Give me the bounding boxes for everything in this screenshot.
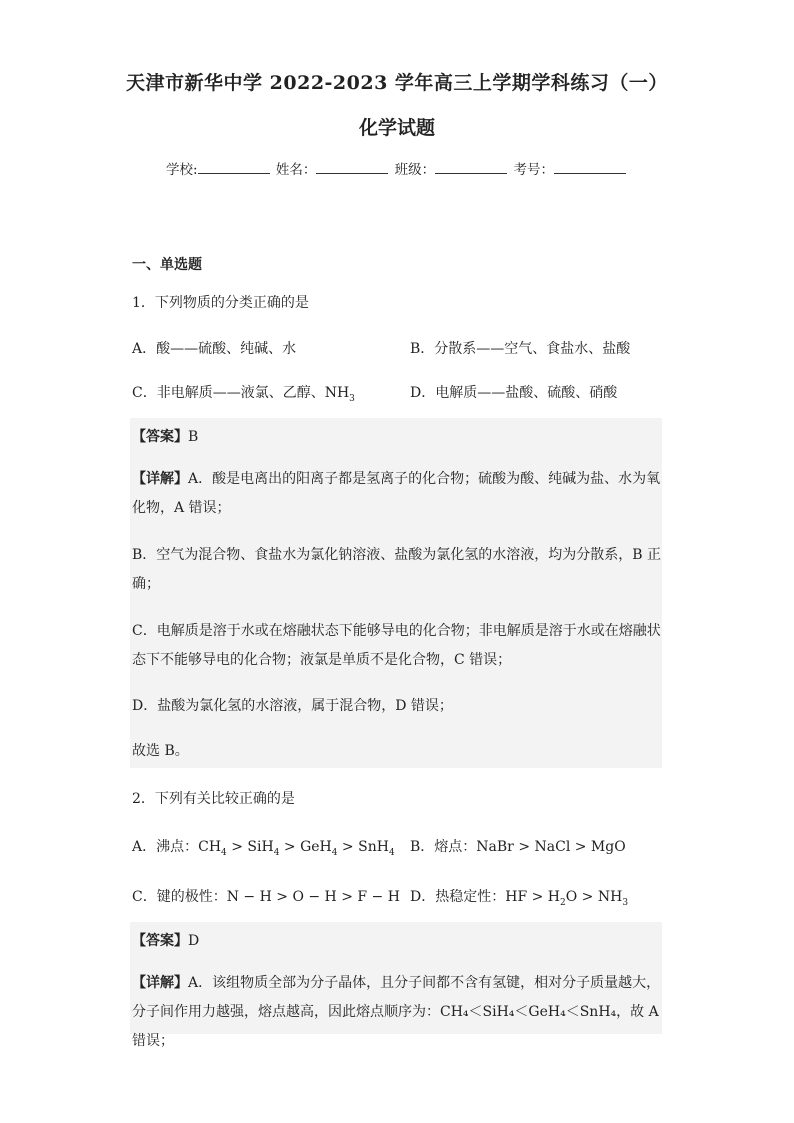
q1-answer: [132, 426, 198, 446]
q1-detail-label: 【详解】: [132, 471, 188, 487]
q2-option-c-formula: N − H > O − H > F − H: [226, 889, 400, 905]
page-title: 天津市新华中学 2022-2023 学年高三上学期学科练习（一）: [126, 72, 668, 94]
exam-number-label: 考号：: [513, 162, 554, 178]
page-subtitle: 化学试题: [358, 117, 435, 139]
exam-number-blank: [554, 159, 626, 174]
q1-detail-a-text: A．酸是电离出的阳离子都是氢离子的化合物；硫酸为酸、纯碱为盐、水为氧化物，A 错误；: [132, 471, 661, 516]
q2-option-d: D．热稳定性：HF > $H_2O > NH_3$: [410, 889, 629, 908]
q2-option-b: [410, 836, 626, 856]
q1-detail-c: C．电解质是溶于水或在熔融状态下能够导电的化合物；非电解质是溶于水或在熔融状态下不能够导电的化合物；液氯是单质不是化合物，C 错误；: [132, 623, 661, 668]
q1-answer-value: B: [188, 429, 199, 445]
q1-option-c-text: C．非电解质——液氯、乙醇、NH: [132, 385, 350, 401]
name-label: 姓名：: [275, 162, 317, 178]
q2-answer-value: D: [188, 933, 200, 949]
q2-detail-label: 【详解】: [132, 975, 188, 991]
class-blank: [435, 159, 507, 174]
student-info-line: [0, 158, 794, 178]
q1-option-c: [132, 382, 355, 404]
q2-option-c-label: C．键的极性：: [132, 889, 227, 905]
q2-option-b-formula: NaBr > NaCl > MgO: [476, 839, 626, 855]
q1-answer-label: 【答案】: [132, 429, 188, 445]
q1-option-b: B．分散系——空气、食盐水、盐酸: [410, 341, 631, 357]
q1-option-a: A．酸——硫酸、纯碱、水: [132, 341, 297, 357]
q2-option-c: [132, 886, 400, 906]
q2-option-b-label: B．熔点：: [410, 839, 477, 855]
q1-detail-d: D．盐酸为氯化氢的水溶液，属于混合物，D 错误；: [132, 698, 453, 714]
q2-option-a: A．沸点：$CH_4 > SiH_4 > GeH_4 > SnH_4$: [132, 839, 395, 858]
q1-detail-a: [132, 465, 662, 523]
q2-detail-a-text: A．该组物质全部为分子晶体，且分子间都不含有氢键，相对分子质量越大，分子间作用力越强，熔点越高，因此熔点顺序为：CH₄＜SiH₄＜GeH₄＜SnH₄，故 A 错误；: [132, 975, 661, 1049]
q1-stem: 1．下列物质的分类正确的是: [132, 295, 309, 311]
q2-option-a-label: A．沸点：: [132, 839, 199, 855]
q1-conclusion: 故选 B。: [132, 743, 189, 759]
school-blank: [198, 159, 270, 174]
section-heading: 一、单选题: [132, 257, 202, 273]
q1-option-c-subscript: 3: [349, 393, 355, 404]
q2-detail-a: [132, 969, 662, 1056]
class-label: 班级：: [394, 162, 436, 178]
q1-option-d: D．电解质——盐酸、硫酸、硝酸: [410, 385, 618, 401]
name-blank: [316, 159, 388, 174]
q2-option-d-label: D．热稳定性：: [410, 889, 506, 905]
q2-answer-label: 【答案】: [132, 933, 188, 949]
q2-answer: [132, 930, 199, 950]
q2-stem: 2．下列有关比较正确的是: [132, 791, 295, 807]
school-label: 学校:: [166, 162, 198, 178]
q1-detail-b: B．空气为混合物、食盐水为氯化钠溶液、盐酸为氯化氢的水溶液，均为分散系，B 正确；: [132, 547, 662, 592]
